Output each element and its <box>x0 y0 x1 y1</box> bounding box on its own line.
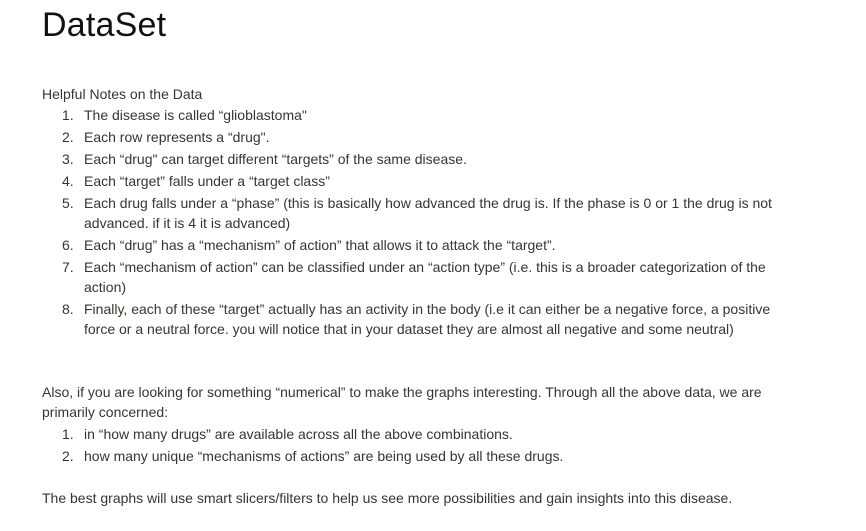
list-item <box>42 149 802 169</box>
list-item-text: Each drug falls under a “phase” (this is basically how advanced the drug is. If the phase is 0 or 1 the drug is not advanced. if it is 4 it is advanced) <box>84 195 772 231</box>
list-item <box>42 446 802 466</box>
list-item-text: Each “mechanism of action” can be classified under an “action type” (i.e. this is a broader categorization of the action) <box>84 259 766 295</box>
notes-heading: Helpful Notes on the Data <box>42 86 203 102</box>
list-number: 1. <box>62 426 74 442</box>
concerns-list <box>42 424 802 468</box>
list-number: 2. <box>62 448 74 464</box>
page-title: DataSet <box>42 6 167 44</box>
list-item <box>42 424 802 444</box>
list-item <box>42 235 802 255</box>
list-number: 6. <box>62 237 74 253</box>
list-item-text: in “how many drugs” are available across all the above combinations. <box>84 426 513 442</box>
list-item-text: how many unique “mechanisms of actions” are being used by all these drugs. <box>84 448 564 464</box>
list-number: 1. <box>62 107 74 123</box>
list-number: 5. <box>62 195 74 211</box>
list-item <box>42 127 802 147</box>
list-number: 7. <box>62 259 74 275</box>
list-item-text: Each “drug" can target different “targets” of the same disease. <box>84 151 467 167</box>
notes-list <box>42 105 802 341</box>
list-item <box>42 257 802 297</box>
list-number: 3. <box>62 151 74 167</box>
numerical-paragraph: Also, if you are looking for something “numerical” to make the graphs interesting. Through all the above data, we are primarily concerned: <box>42 384 762 420</box>
document-page <box>42 0 822 506</box>
list-item-text: Each row represents a “drug". <box>84 129 270 145</box>
list-item-text: Each “drug” has a “mechanism” of action” that allows it to attack the “target”. <box>84 237 556 253</box>
list-item <box>42 171 802 191</box>
list-item <box>42 299 802 339</box>
list-item-text: Finally, each of these “target” actually has an activity in the body (i.e it can either be a negative force, a positive force or a neutral force. you will notice that in your dataset they are almost all negative and some neutral) <box>84 301 771 337</box>
list-item <box>42 193 802 233</box>
list-number: 2. <box>62 129 74 145</box>
list-number: 4. <box>62 173 74 189</box>
closing-paragraph: The best graphs will use smart slicers/filters to help us see more possibilities and gain insights into this disease. <box>42 490 733 506</box>
list-item <box>42 105 802 125</box>
list-item-text: Each “target” falls under a “target class” <box>84 173 330 189</box>
list-item-text: The disease is called “glioblastoma" <box>84 107 307 123</box>
list-number: 8. <box>62 301 74 317</box>
